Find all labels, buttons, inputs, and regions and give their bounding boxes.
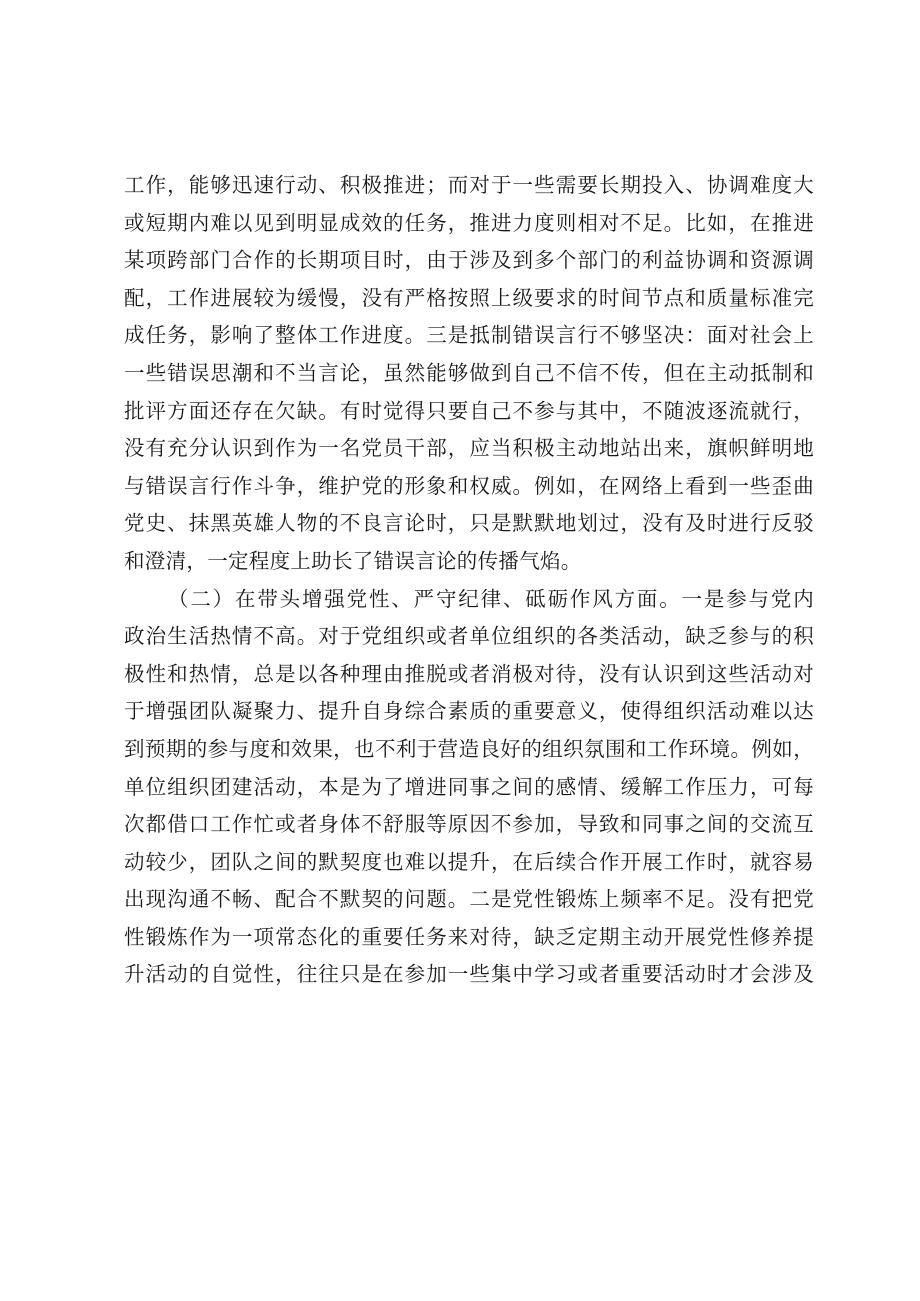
text-line: 单位组织团建活动，本是为了增进同事之间的感情、缓解工作压力，可每: [124, 774, 814, 799]
text-line: 工作，能够迅速行动、积极推进；而对于一些需要长期投入、协调难度大: [124, 173, 814, 197]
text-line: 于增强团队凝聚力、提升自身综合素质的重要意义，使得组织活动难以达: [124, 699, 814, 724]
text-line: 性锻炼作为一项常态化的重要任务来对待，缺乏定期主动开展党性修养提: [124, 924, 814, 949]
text-line: 极性和热情，总是以各种理由推脱或者消极对待，没有认识到这些活动对: [124, 661, 814, 686]
text-line: 政治生活热情不高。对于党组织或者单位组织的各类活动，缺乏参与的积: [124, 624, 814, 649]
text-line: 与错误言行作斗争，维护党的形象和权威。例如，在网络上看到一些歪曲: [124, 473, 814, 498]
text-line: 没有充分认识到作为一名党员干部，应当积极主动地站出来，旗帜鲜明地: [124, 436, 814, 461]
text-line: 党史、抹黑英雄人物的不良言论时，只是默默地划过，没有及时进行反驳: [124, 511, 814, 536]
text-line: 配，工作进展较为缓慢，没有严格按照上级要求的时间节点和质量标准完: [124, 285, 814, 310]
text-line: 成任务，影响了整体工作进度。三是抵制错误言行不够坚决：面对社会上: [124, 323, 814, 348]
text-line: 出现沟通不畅、配合不默契的问题。二是党性锻炼上频率不足。没有把党: [124, 887, 814, 912]
text-line: 升活动的自觉性，往往只是在参加一些集中学习或者重要活动时才会涉及: [124, 962, 814, 987]
text-line: 动较少，团队之间的默契度也难以提升，在后续合作开展工作时，就容易: [124, 849, 814, 874]
text-line: 批评方面还存在欠缺。有时觉得只要自己不参与其中，不随波逐流就行，: [124, 398, 814, 423]
section-heading-line: （二）在带头增强党性、严守纪律、砥砺作风方面。一是参与党内: [168, 586, 814, 611]
text-line: 次都借口工作忙或者身体不舒服等原因不参加，导致和同事之间的交流互: [124, 812, 814, 837]
text-line: 一些错误思潮和不当言论，虽然能够做到自己不信不传，但在主动抵制和: [124, 360, 814, 385]
text-line: 某项跨部门合作的长期项目时，由于涉及到多个部门的利益协调和资源调: [124, 248, 814, 273]
text-line: 到预期的参与度和效果，也不利于营造良好的组织氛围和工作环境。例如，: [124, 736, 814, 761]
paragraph-end-line: 和澄清，一定程度上助长了错误言论的传播气焰。: [124, 548, 582, 573]
text-line: 或短期内难以见到明显成效的任务，推进力度则相对不足。比如，在推进: [124, 210, 814, 235]
body-text: [124, 167, 814, 994]
